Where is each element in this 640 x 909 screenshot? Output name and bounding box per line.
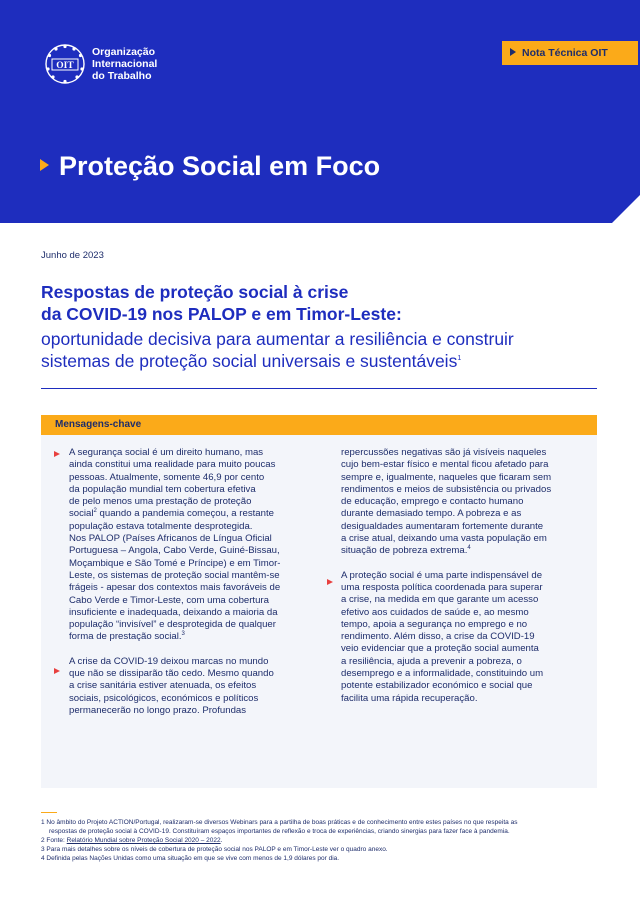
title-line: da COVID-19 nos PALOP e em Timor-Leste: xyxy=(41,304,402,324)
org-line: do Trabalho xyxy=(92,70,152,82)
footnotes xyxy=(41,818,601,863)
header-corner-cut xyxy=(612,195,640,223)
document-subtitle xyxy=(41,328,514,372)
footnote-ref: 1 xyxy=(457,355,462,362)
document-title xyxy=(41,281,402,325)
organization-name xyxy=(92,46,157,82)
arrow-right-icon xyxy=(510,48,516,56)
footnote-divider xyxy=(41,812,57,813)
key-messages-header: Mensagens-chave xyxy=(41,415,597,435)
paragraph: repercussões negativas são já visíveis naqueles cujo bem-estar físico e mental ficou afetado para sempre e, igualmente, naqueles que ficaram sem rendimentos e meios de subsistência ou privados de educação, emprego e contacto humano durante demasiado tempo. A pobreza e as desigualdades aumentaram fortemente durante a crise atual, deixando uma vasta população em situação de pobreza extrema.$^4$ xyxy=(341,447,552,557)
footnote-2: 2 Fonte: Relatório Mundial sobre Proteção Social 2020 – 2022. xyxy=(41,837,223,844)
badge-label: Nota Técnica OIT xyxy=(522,47,608,59)
subtitle-line: oportunidade decisiva para aumentar a resiliência e construir xyxy=(41,329,514,349)
footnote-4: 4 Definida pelas Nações Unidas como uma situação em que se vive com menos de 1,9 dólares por dia. xyxy=(41,855,340,862)
org-line: Internacional xyxy=(92,58,158,70)
paragraph: A segurança social é um direito humano, mas ainda constitui uma realidade para muito poucas pessoas. Atualmente, somente 46,9 por cento da população mundial tem cobertura efetiva de pelo menos uma prestação de proteção social$^2$ quando a pandemia começou, a restante população estava totalmente desprotegida. Nos PALOP (Países Africanos de Língua Oficial Portuguesa – Angola, Cabo Verde, Guiné-Bissau, Moçambique e São Tomé e Príncipe) e em Timor- Leste, os sistemas de proteção social mantêm-se frágeis - apesar dos contextos mais favoráveis de Cabo Verde e Timor-Leste, com uma cobertura insuficiente e inadequada, deixando a maioria da população “invisível” e desprotegida de qualquer forma de prestação social.$^3$ xyxy=(69,447,281,643)
footnote-ref: 4 xyxy=(467,545,471,552)
title-divider xyxy=(41,388,597,389)
footnote-ref: 3 xyxy=(181,631,185,638)
arrow-right-icon xyxy=(40,159,49,171)
paragraph: A crise da COVID-19 deixou marcas no mundo que não se dissiparão tão cedo. Mesmo quando a crise sanitária estiver atenuada, os efeitos sociais, psicológicos, económicos e políticos permanecerão no longo prazo. Profundas xyxy=(69,655,274,716)
series-title-text: Proteção Social em Foco xyxy=(59,151,381,181)
oit-logo-icon xyxy=(44,43,86,85)
title-line: Respostas de proteção social à crise xyxy=(41,282,349,302)
bullet-icon xyxy=(327,579,333,585)
logo-text: OIT xyxy=(56,61,74,71)
header-banner xyxy=(0,0,640,223)
bullet-icon xyxy=(54,668,60,674)
org-line: Organização xyxy=(92,46,156,58)
paragraph: A proteção social é uma parte indispensável de uma resposta política coordenada para superar a crise, na medida em que garante um acesso efetivo aos cuidados de saúde e, ao mesmo tempo, apoia a segurança no emprego e no rendimento. Além disso, a crise da COVID-19 veio evidenciar que a proteção social aumenta a resiliência, ajuda a prevenir a pobreza, o desemprego e a informalidade, constituindo um potente estabilizador económico e social que facilita uma rápida recuperação. xyxy=(341,569,544,704)
footnote-1: 1 No âmbito do Projeto ACTION/Portugal, realizaram-se diversos Webinars para a partilha de boas práticas e de conhecimento entre estes países no que respeita as xyxy=(41,819,518,826)
report-link[interactable]: Relatório Mundial sobre Proteção Social 2020 – 2022 xyxy=(66,837,221,844)
footnote-1-continued: respostas de proteção social à COVID-19. Constituíram espaços importantes de reflexão e troca de experiências, criando sinergias para fazer face à pandemia. xyxy=(49,828,510,835)
bullet-icon xyxy=(54,451,60,457)
series-title xyxy=(40,150,380,182)
key-messages-left-column xyxy=(69,447,309,717)
note-type-badge xyxy=(502,41,638,65)
footnote-ref: 2 xyxy=(93,508,97,515)
publication-date: Junho de 2023 xyxy=(41,250,104,261)
key-messages-right-column xyxy=(341,447,581,705)
footnote-3: 3 Para mais detalhes sobre os níveis de cobertura de proteção social nos PALOP e em Timor-Leste ver o quadro anexo. xyxy=(41,846,388,853)
subtitle-line: sistemas de proteção social universais e sustentáveis$^1$ xyxy=(41,351,462,371)
